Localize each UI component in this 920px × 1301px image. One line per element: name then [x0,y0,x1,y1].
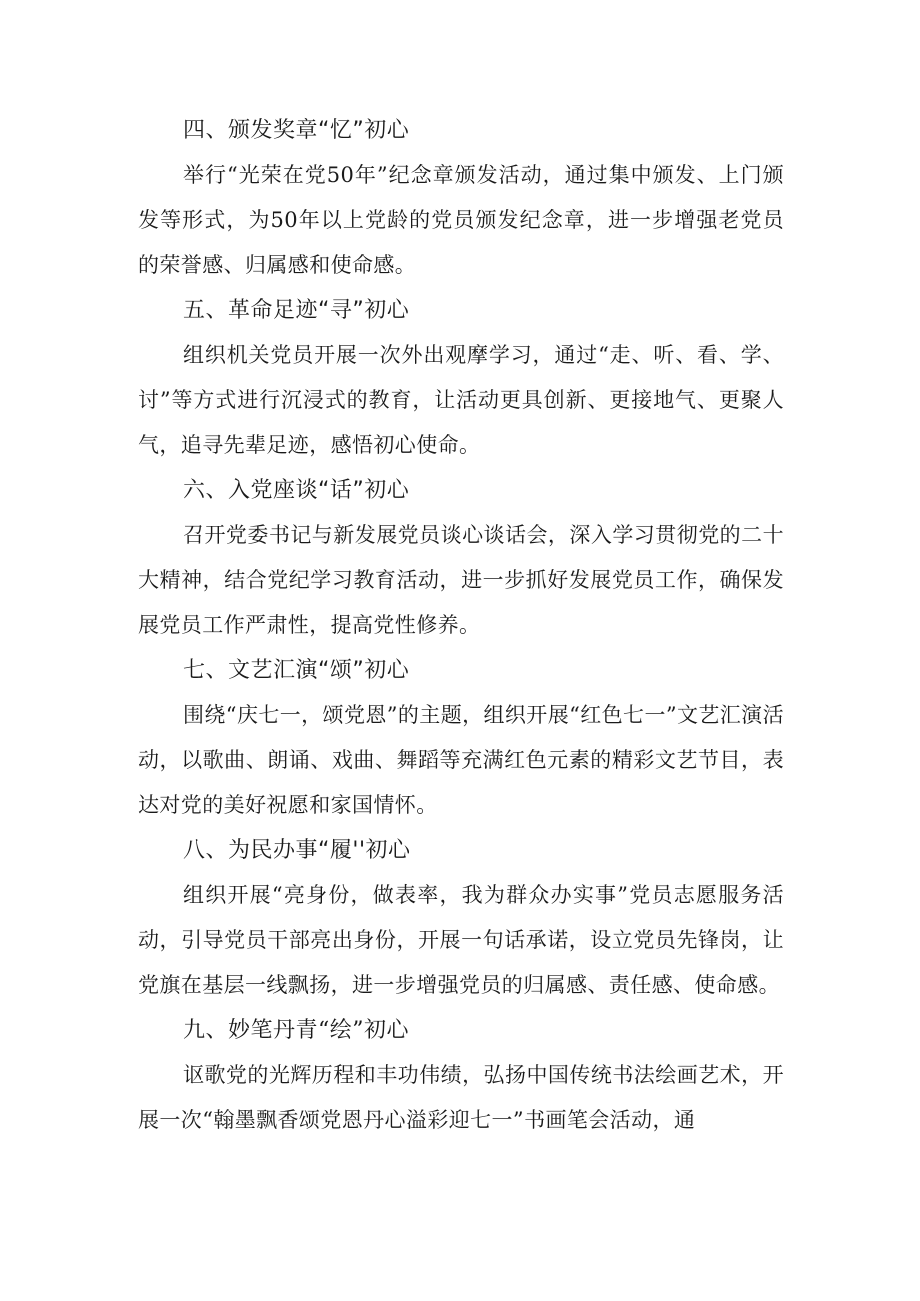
section-heading: 四、颁发奖章“忆”初心 [183,118,410,143]
section-heading: 八、为民办事“履''初心 [183,838,411,863]
section-heading: 六、入党座谈“话”初心 [183,478,410,503]
section-paragraph: 召开党委书记与新发展党员谈心谈话会，深入学习贯彻党的二十大精神，结合党纪学习教育活动，进一步抓好发展党员工作，确保发展党员工作严肃性，提高党性修养。 [138,523,784,637]
section-paragraph: 讴歌党的光辉历程和丰功伟绩，弘扬中国传统书法绘画艺术，开展一次“翰墨飘香颂党恩丹心溢彩迎七一”书画笔会活动，通 [138,1063,784,1132]
section-paragraph: 围绕“庆七一，颂党恩”的主题，组织开展“红色七一”文艺汇演活动，以歌曲、朗诵、戏曲、舞蹈等充满红色元素的精彩文艺节目，表达对党的美好祝愿和家国情怀。 [138,703,784,817]
section-paragraph: 举行“光荣在党50年”纪念章颁发活动，通过集中颁发、上门颁发等形式，为50年以上党龄的党员颁发纪念章，进一步增强老党员的荣誉感、归属感和使命感。 [138,163,784,277]
section-8 [138,828,784,1008]
section-paragraph: 组织机关党员开展一次外出观摩学习，通过“走、听、看、学、讨”等方式进行沉浸式的教育，让活动更具创新、更接地气、更聚人气，追寻先辈足迹，感悟初心使命。 [138,343,784,457]
section-5 [138,288,784,468]
document-body [138,108,784,1143]
section-7 [138,648,784,828]
section-paragraph: 组织开展“亮身份，做表率，我为群众办实事”党员志愿服务活动，引导党员干部亮出身份，开展一句话承诺，设立党员先锋岗，让党旗在基层一线飘扬，进一步增强党员的归属感、责任感、使命感。 [138,883,784,997]
section-4 [138,108,784,288]
section-heading: 五、革命足迹“寻”初心 [183,298,410,323]
section-heading: 九、妙笔丹青“绘”初心 [183,1018,409,1043]
section-heading: 七、文艺汇演“颂”初心 [183,658,410,683]
section-6 [138,468,784,648]
section-9 [138,1008,784,1143]
